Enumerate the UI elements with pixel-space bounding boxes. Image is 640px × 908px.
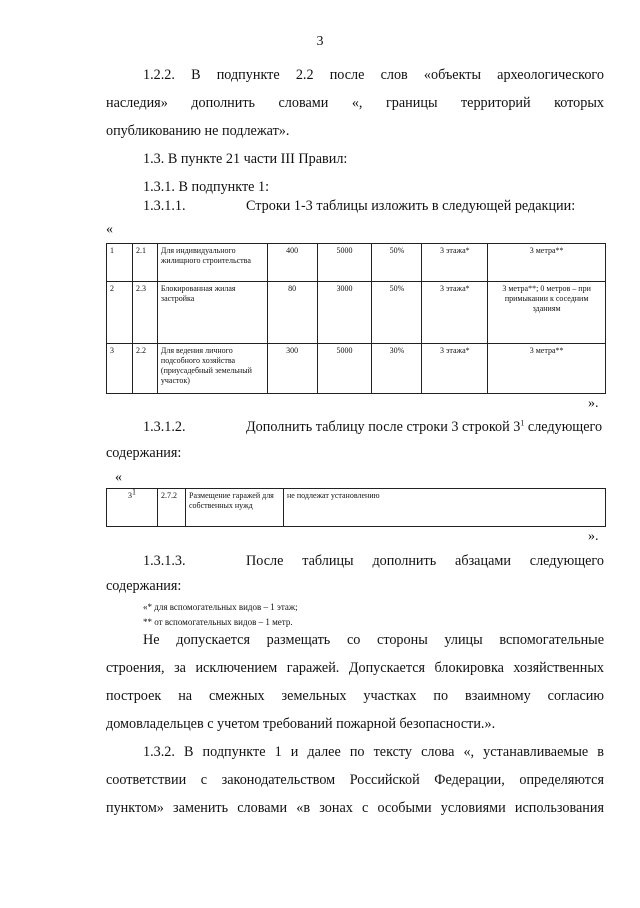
cell-max-area: 3000 (317, 282, 372, 344)
close-quote: ». (588, 396, 599, 411)
cell-number: 1 (107, 244, 133, 282)
item-number: 1.3.1.3. (143, 553, 186, 569)
cell-percent: 50% (372, 244, 422, 282)
cell-min-area: 300 (267, 344, 317, 394)
text-line: содержания: (106, 578, 182, 594)
item-text: После таблицы дополнить абзацами следующего (246, 553, 604, 569)
text-line: строения, за исключением гаражей. Допускается блокировка хозяйственных (106, 660, 604, 676)
table-row (107, 244, 606, 282)
paragraph-1-3-1: 1.3.1. В подпункте 1: (143, 179, 270, 195)
text-line: 1.2.2. В подпункте 2.2 после слов «объекты археологического (143, 67, 604, 83)
text-line: опубликованию не подлежат». (106, 123, 290, 139)
cell-name: Для индивидуального жилищного строительства (157, 244, 267, 282)
table-row (107, 344, 606, 394)
cell-floors: 3 этажа* (422, 244, 488, 282)
cell-number: 3 (107, 344, 133, 394)
close-quote: ». (588, 529, 599, 544)
text-line: Не допускается размещать со стороны улицы вспомогательные (143, 632, 604, 648)
item-number: 1.3.1.2. (143, 419, 186, 435)
paragraph-1-3: 1.3. В пункте 21 части III Правил: (143, 151, 348, 167)
table-row (107, 282, 606, 344)
item-text: Строки 1-3 таблицы изложить в следующей редакции: (246, 198, 576, 214)
text-line: 1.3.2. В подпункте 1 и далее по тексту слова «, устанавливаемые в (143, 744, 604, 760)
item-text-part: следующего (524, 419, 603, 435)
cell-max-area: 5000 (317, 344, 372, 394)
text-line: домовладельцев с учетом требований пожарной безопасности.». (106, 716, 496, 732)
text-line: содержания: (106, 445, 182, 461)
cell-number (107, 489, 158, 527)
cell-min-area: 400 (267, 244, 317, 282)
superscript: 1 (520, 418, 525, 428)
text-line: пунктом» заменить словами «в зонах с особыми условиями использования (106, 800, 604, 816)
cell-name: Блокированная жилая застройка (157, 282, 267, 344)
cell-percent: 30% (372, 344, 422, 394)
text-line: построек на смежных земельных участках по взаимному согласию (106, 688, 604, 704)
cell-code: 2.7.2 (158, 489, 186, 527)
cell-distance: 3 метра** (488, 344, 606, 394)
new-row-table (106, 488, 606, 527)
item-text-part: Дополнить таблицу после строки 3 строкой 3 (246, 419, 521, 435)
cell-note: не подлежат установлению (284, 489, 606, 527)
text-line: соответствии с законодательством Российской Федерации, определяются (106, 772, 604, 788)
cell-percent: 50% (372, 282, 422, 344)
cell-number: 2 (107, 282, 133, 344)
superscript: 1 (132, 487, 136, 497)
text-line: наследия» дополнить словами «, границы территорий которых (106, 95, 604, 111)
cell-distance: 3 метра** (488, 244, 606, 282)
open-quote: « (115, 470, 122, 485)
item-number: 1.3.1.1. (143, 198, 186, 214)
item-text (246, 419, 606, 436)
open-quote: « (106, 222, 113, 237)
table-row (107, 489, 606, 527)
footnote-line: «* для вспомогательных видов – 1 этаж; (143, 602, 298, 612)
footnote-line: ** от вспомогательных видов – 1 метр. (143, 617, 293, 627)
cell-code: 2.2 (132, 344, 157, 394)
cell-max-area: 5000 (317, 244, 372, 282)
cell-name: Размещение гаражей для собственных нужд (186, 489, 284, 527)
cell-code: 2.3 (132, 282, 157, 344)
cell-distance: 3 метра**; 0 метров – при примыкании к соседним зданиям (488, 282, 606, 344)
cell-floors: 3 этажа* (422, 282, 488, 344)
cell-min-area: 80 (267, 282, 317, 344)
cell-name: Для ведения личного подсобного хозяйства (приусадебный земельный участок) (157, 344, 267, 394)
cell-floors: 3 этажа* (422, 344, 488, 394)
cell-number-text: 3 (128, 491, 132, 500)
page-number: 3 (316, 34, 324, 49)
cell-code: 2.1 (132, 244, 157, 282)
rules-table (106, 243, 606, 394)
